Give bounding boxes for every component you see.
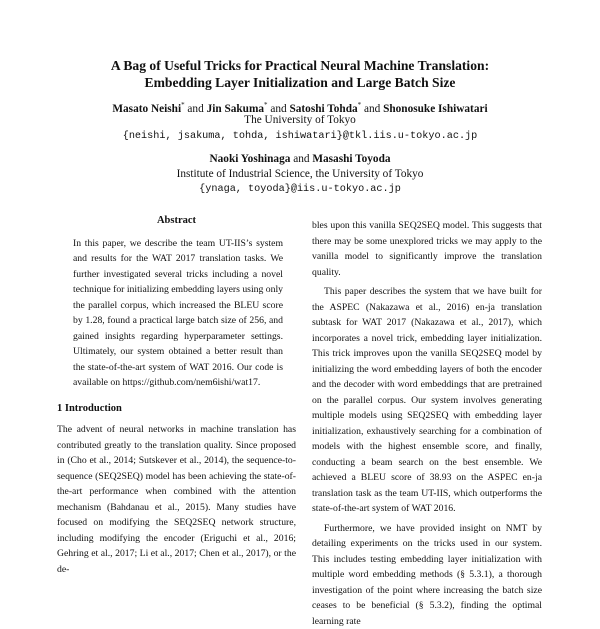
affiliation-mark: * xyxy=(264,101,268,109)
affiliation-1: The University of Tokyo xyxy=(40,113,560,128)
abstract-heading: Abstract xyxy=(57,213,296,229)
body-paragraph: bles upon this vanilla SEQ2SEQ model. This suggests that there may be some unexplored tricks we may apply to the vanilla model to significantly improve the translation quality. xyxy=(312,218,542,280)
intro-paragraph: The advent of neural networks in machine translation has contributed greatly to the translation quality. Since proposed in (Cho et al., 2014; Sutskever et al., 2014), the sequence-to-sequence (SEQ2SEQ) model has been achieving the state-of-the-art performance when combined with the attention mechanism (Bahdanau et al., 2015). Many studies have focused on modifying the SEQ2SEQ network structure, including modifying the encoder (Eriguchi et al., 2016; Gehring et al., 2017; Li et al., 2017; Chen et al., 2017), or the de- xyxy=(57,422,296,577)
author-separator: and xyxy=(270,103,286,115)
author-separator: and xyxy=(293,153,309,165)
body-paragraph: Furthermore, we have provided insight on NMT by detailing experiments on the tricks used in our system. This includes testing embedding layer initialization with multiple word embedding methods (§ 5.3.1), a thorough investigation of the point where increasing the batch size ceases to be beneficial (§ 5.3.2), finding the optimal learning rate xyxy=(312,521,542,629)
author-separator: and xyxy=(187,103,203,115)
author-list-2 xyxy=(40,152,560,167)
author-name: Jin Sakuma xyxy=(207,103,264,115)
author-separator: and xyxy=(364,103,380,115)
affiliation-mark: * xyxy=(181,101,185,109)
affiliation-2: Institute of Industrial Science, the University of Tokyo xyxy=(40,167,560,182)
left-column xyxy=(57,213,296,577)
section-heading-introduction: 1 Introduction xyxy=(57,401,296,417)
title-line-1: A Bag of Useful Tricks for Practical Neural Machine Translation: xyxy=(40,57,560,74)
affiliation-mark: * xyxy=(358,101,362,109)
right-column xyxy=(312,218,542,629)
title-line-2: Embedding Layer Initialization and Large Batch Size xyxy=(40,74,560,91)
author-name: Naoki Yoshinaga xyxy=(209,153,290,165)
author-name: Masato Neishi xyxy=(112,103,181,115)
email-1: {neishi, jsakuma, tohda, ishiwatari}@tkl.iis.u-tokyo.ac.jp xyxy=(40,129,560,144)
author-name: Shonosuke Ishiwatari xyxy=(383,103,488,115)
author-name: Satoshi Tohda xyxy=(289,103,357,115)
body-paragraph: This paper describes the system that we have built for the ASPEC (Nakazawa et al., 2016) en-ja translation subtask for WAT 2017 (Nakazawa et al., 2017), which incorporates a novel trick, embedding layer initialization. This trick improves upon the vanilla SEQ2SEQ model by initializing the word embedding layers of both the encoder and the decoder with word embeddings that are pretrained on the parallel corpus. Our system involves generating multiple models using SEQ2SEQ with embedding layer initialization, exhaustively searching for a combination of models with the highest ensemble score, and finally, conducting a beam search on the best ensemble. We achieved a BLEU score of 38.93 on the ASPEC en-ja translation task as the team UT-IIS, which outperforms the state-of-the-art system of WAT 2016. xyxy=(312,284,542,517)
abstract-text: In this paper, we describe the team UT-IIS’s system and results for the WAT 2017 translation tasks. We further investigated several tricks including a novel technique for initializing embedding layers using only the parallel corpus, which increased the BLEU score by 1.28, found a practical large batch size of 256, and gained insights regarding hyperparameter settings. Ultimately, our system obtained a better result than the state-of-the-art system of WAT 2016. Our code is available on https://github.com/nem6ishi/wat17. xyxy=(57,236,296,391)
author-name: Masashi Toyoda xyxy=(312,153,390,165)
email-2: {ynaga, toyoda}@iis.u-tokyo.ac.jp xyxy=(40,182,560,197)
